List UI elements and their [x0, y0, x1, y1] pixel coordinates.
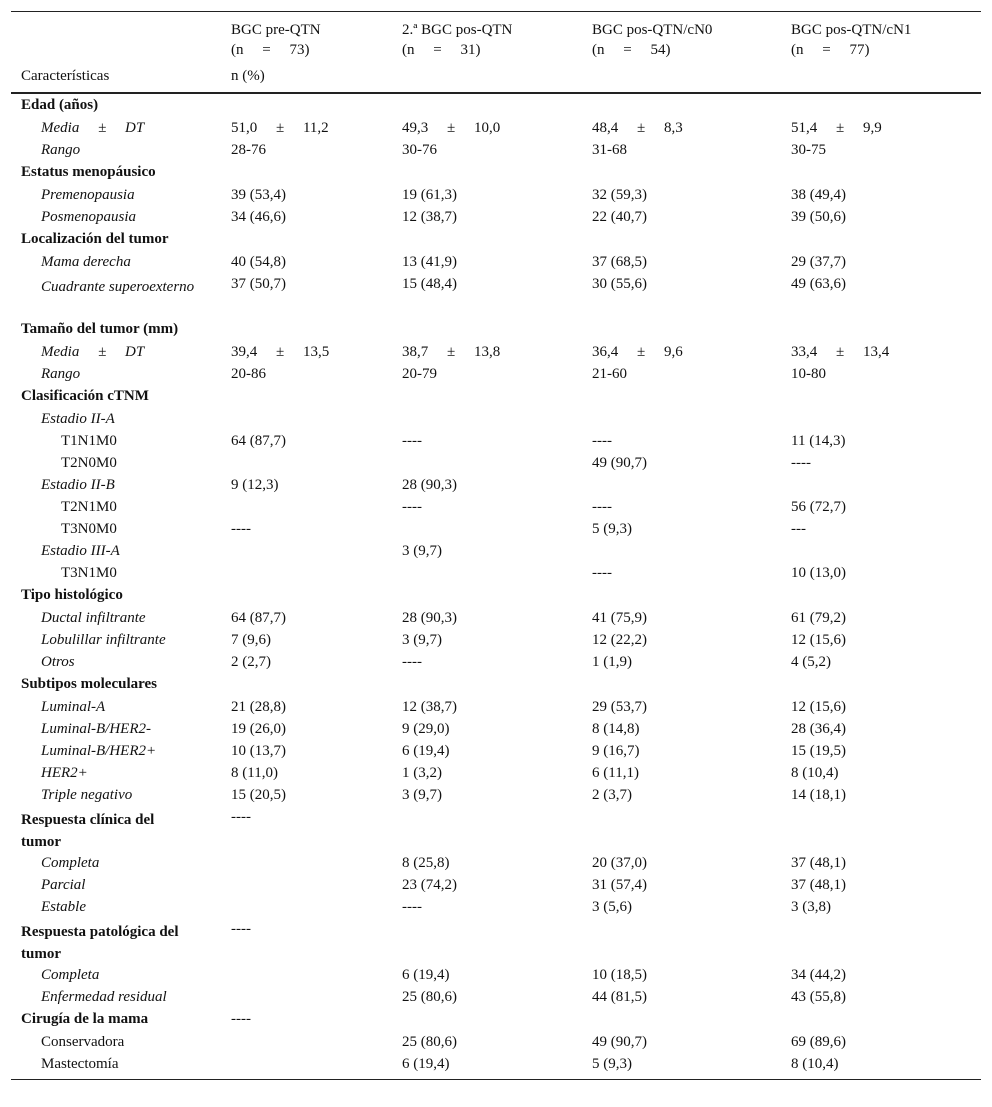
cell-col-2: 25 (80,6): [402, 989, 457, 1005]
table-row: [11, 341, 981, 363]
row-label: Luminal-A: [41, 699, 106, 715]
cell-col-1: 15 (20,5): [231, 787, 286, 803]
cell-col-2: ----: [402, 654, 422, 670]
cell-col-4: 43 (55,8): [791, 989, 846, 1005]
cell-col-2: ----: [402, 433, 422, 449]
table-row: [11, 896, 981, 918]
row-label: Rango: [41, 366, 81, 382]
row-label: T1N1M0: [61, 433, 117, 449]
cell-col-1: 40 (54,8): [231, 254, 286, 270]
cell-col-4: 12 (15,6): [791, 632, 846, 648]
cell-col-2: 3 (9,7): [402, 787, 442, 803]
cell-col-4: 3 (3,8): [791, 899, 831, 915]
cell-col-2: ----: [402, 499, 422, 515]
row-label: Luminal-B/HER2-: [41, 721, 151, 737]
row-label: Media ± DT: [41, 120, 145, 136]
table-row: [11, 874, 981, 896]
cell-col-1: 19 (26,0): [231, 721, 286, 737]
table-row: [11, 363, 981, 385]
cell-col-3: ----: [592, 433, 612, 449]
unit-header: n (%): [231, 68, 265, 84]
row-label: Completa: [41, 967, 100, 983]
cell-col-4: 30-75: [791, 142, 826, 158]
cell-col-1: 39,4 ± 13,5: [231, 344, 330, 360]
table-row: [11, 251, 981, 273]
table-row: [11, 986, 981, 1008]
column-header-3: [592, 20, 712, 60]
row-label: T2N0M0: [61, 455, 117, 471]
table-row: [11, 496, 981, 518]
column-header-1: [231, 20, 321, 60]
cell-col-3: 31 (57,4): [592, 877, 647, 893]
cell-col-2: 25 (80,6): [402, 1034, 457, 1050]
cell-col-4: 51,4 ± 9,9: [791, 120, 882, 136]
cell-col-3: ----: [592, 499, 612, 515]
cell-col-4: 10-80: [791, 366, 826, 382]
table-row: [11, 607, 981, 629]
cell-col-2: 30-76: [402, 142, 437, 158]
row-label: T3N0M0: [61, 521, 117, 537]
section-row: [11, 584, 981, 607]
cell-col-1: 8 (11,0): [231, 765, 278, 781]
table-row: [11, 562, 981, 584]
column-n: (n = 73): [231, 42, 310, 58]
cell-col-3: 5 (9,3): [592, 521, 632, 537]
cell-col-4: 34 (44,2): [791, 967, 846, 983]
cell-col-4: 11 (14,3): [791, 433, 846, 449]
cell-col-4: 69 (89,6): [791, 1034, 846, 1050]
table-row: [11, 273, 981, 318]
table-row: [11, 540, 981, 562]
cell-col-3: 44 (81,5): [592, 989, 647, 1005]
column-n: (n = 31): [402, 42, 481, 58]
cell-col-2: 6 (19,4): [402, 743, 450, 759]
table-body: [11, 94, 981, 1079]
section-row: [11, 228, 981, 251]
row-label: Edad (años): [21, 97, 99, 113]
cell-col-4: 12 (15,6): [791, 699, 846, 715]
table-row: [11, 740, 981, 762]
row-label: Mastectomía: [41, 1056, 119, 1072]
cell-col-1: 7 (9,6): [231, 632, 271, 648]
cell-col-4: ---: [791, 521, 806, 537]
cell-col-2: 9 (29,0): [402, 721, 450, 737]
section-row: [11, 918, 981, 964]
table-row: [11, 474, 981, 496]
row-label: Estatus menopáusico: [21, 164, 156, 180]
cell-col-2: 49,3 ± 10,0: [402, 120, 501, 136]
cell-col-3: 37 (68,5): [592, 254, 647, 270]
table-row: [11, 784, 981, 806]
row-label: Subtipos moleculares: [21, 676, 157, 692]
row-label: Lobulillar infiltrante: [41, 632, 166, 648]
cell-col-2: 20-79: [402, 366, 437, 382]
cell-col-2: 12 (38,7): [402, 699, 457, 715]
table-row: [11, 139, 981, 161]
table-row: [11, 1053, 981, 1079]
row-label: Mama derecha: [41, 254, 131, 270]
cell-col-2: 8 (25,8): [402, 855, 450, 871]
table-row: [11, 762, 981, 784]
column-header-4: [791, 20, 911, 60]
cell-col-3: 20 (37,0): [592, 855, 647, 871]
cell-col-2: ----: [402, 899, 422, 915]
cell-col-3: 29 (53,7): [592, 699, 647, 715]
cell-col-1: 2 (2,7): [231, 654, 271, 670]
cell-col-4: 10 (13,0): [791, 565, 846, 581]
row-label: Media ± DT: [41, 344, 145, 360]
cell-col-1: ----: [231, 521, 251, 537]
row-label: Enfermedad residual: [41, 989, 167, 1005]
cell-col-4: 28 (36,4): [791, 721, 846, 737]
cell-col-3: 3 (5,6): [592, 899, 632, 915]
cell-col-3: 30 (55,6): [592, 276, 647, 292]
row-label: Tipo histológico: [21, 587, 123, 603]
row-label: T2N1M0: [61, 499, 117, 515]
cell-col-3: 10 (18,5): [592, 967, 647, 983]
cell-col-1: 9 (12,3): [231, 477, 279, 493]
section-row: [11, 161, 981, 184]
cell-col-3: 8 (14,8): [592, 721, 640, 737]
cell-col-3: 5 (9,3): [592, 1056, 632, 1072]
table-row: [11, 518, 981, 540]
column-name: BGC pos-QTN/cN1: [791, 22, 912, 38]
cell-col-1: 51,0 ± 11,2: [231, 120, 329, 136]
cell-col-2: 28 (90,3): [402, 477, 457, 493]
cell-col-2: 13 (41,9): [402, 254, 457, 270]
cell-col-4: ----: [791, 455, 811, 471]
cell-col-4: 14 (18,1): [791, 787, 846, 803]
row-label: Rango: [41, 142, 81, 158]
table-row: [11, 452, 981, 474]
cell-col-4: 37 (48,1): [791, 855, 846, 871]
cell-col-3: 22 (40,7): [592, 209, 647, 225]
row-label: Estadio II-B: [41, 477, 115, 493]
cell-col-1: ----: [231, 809, 251, 825]
cell-col-2: 23 (74,2): [402, 877, 457, 893]
row-label: Cirugía de la mama: [21, 1011, 149, 1027]
row-label: HER2+: [41, 765, 88, 781]
row-label: Clasificación cTNM: [21, 388, 149, 404]
cell-col-2: 3 (9,7): [402, 632, 442, 648]
cell-col-4: 39 (50,6): [791, 209, 846, 225]
table-row: [11, 117, 981, 139]
cell-col-4: 8 (10,4): [791, 765, 839, 781]
row-label: Premenopausia: [41, 187, 135, 203]
cell-col-1: 64 (87,7): [231, 433, 286, 449]
cell-col-4: 15 (19,5): [791, 743, 846, 759]
cell-col-1: 21 (28,8): [231, 699, 286, 715]
table-row: [11, 430, 981, 452]
cell-col-4: 37 (48,1): [791, 877, 846, 893]
cell-col-3: 31-68: [592, 142, 627, 158]
cell-col-1: 34 (46,6): [231, 209, 286, 225]
row-label: Ductal infiltrante: [41, 610, 146, 626]
cell-col-4: 8 (10,4): [791, 1056, 839, 1072]
row-label: Estable: [41, 899, 86, 915]
table-row: [11, 852, 981, 874]
row-label: Triple negativo: [41, 787, 133, 803]
row-label: Completa: [41, 855, 100, 871]
cell-col-1: 10 (13,7): [231, 743, 286, 759]
row-label: Conservadora: [41, 1034, 125, 1050]
row-label: Localización del tumor: [21, 231, 169, 247]
row-label: Tamaño del tumor (mm): [21, 321, 179, 337]
cell-col-4: 4 (5,2): [791, 654, 831, 670]
cell-col-3: 32 (59,3): [592, 187, 647, 203]
cell-col-4: 29 (37,7): [791, 254, 846, 270]
cell-col-1: 37 (50,7): [231, 276, 286, 292]
cell-col-2: 19 (61,3): [402, 187, 457, 203]
row-label: Otros: [41, 654, 75, 670]
cell-col-4: 56 (72,7): [791, 499, 846, 515]
cell-col-2: 1 (3,2): [402, 765, 442, 781]
cell-col-2: 15 (48,4): [402, 276, 457, 292]
column-n: (n = 54): [592, 42, 671, 58]
cell-col-1: 39 (53,4): [231, 187, 286, 203]
row-label: Cuadrante superoexterno: [41, 279, 195, 295]
table-row: [11, 408, 981, 430]
row-label-header: Características: [21, 68, 110, 84]
cell-col-3: 41 (75,9): [592, 610, 647, 626]
cell-col-3: 6 (11,1): [592, 765, 639, 781]
cell-col-3: 12 (22,2): [592, 632, 647, 648]
row-label: Estadio II-A: [41, 411, 115, 427]
cell-col-1: ----: [231, 1011, 251, 1027]
cell-col-1: ----: [231, 921, 251, 937]
row-label: Posmenopausia: [41, 209, 136, 225]
cell-col-2: 6 (19,4): [402, 967, 450, 983]
row-label: Estadio III-A: [41, 543, 120, 559]
column-name: 2.ª BGC pos-QTN: [402, 22, 513, 38]
section-row: [11, 1008, 981, 1031]
cell-col-3: 49 (90,7): [592, 455, 647, 471]
section-row: [11, 318, 981, 341]
row-label: T3N1M0: [61, 565, 117, 581]
section-row: [11, 385, 981, 408]
section-row: [11, 94, 981, 117]
cell-col-3: 49 (90,7): [592, 1034, 647, 1050]
cell-col-2: 38,7 ± 13,8: [402, 344, 501, 360]
table-row: [11, 206, 981, 228]
table-row: [11, 718, 981, 740]
cell-col-4: 61 (79,2): [791, 610, 846, 626]
row-label: Respuesta clínica del tumor: [21, 812, 155, 850]
table-header: [11, 12, 981, 94]
cell-col-3: 21-60: [592, 366, 627, 382]
cell-col-2: 6 (19,4): [402, 1056, 450, 1072]
column-name: BGC pos-QTN/cN0: [592, 22, 713, 38]
table-row: [11, 964, 981, 986]
cell-col-1: 64 (87,7): [231, 610, 286, 626]
cell-col-3: 2 (3,7): [592, 787, 632, 803]
row-label: Respuesta patológica del tumor: [21, 924, 179, 962]
cell-col-2: 12 (38,7): [402, 209, 457, 225]
cell-col-1: 28-76: [231, 142, 266, 158]
cell-col-2: 28 (90,3): [402, 610, 457, 626]
cell-col-3: 9 (16,7): [592, 743, 640, 759]
section-row: [11, 673, 981, 696]
column-header-2: [402, 20, 512, 60]
table-row: [11, 651, 981, 673]
column-n: (n = 77): [791, 42, 870, 58]
column-name: BGC pre-QTN: [231, 22, 321, 38]
cell-col-4: 33,4 ± 13,4: [791, 344, 890, 360]
cell-col-3: ----: [592, 565, 612, 581]
cell-col-3: 48,4 ± 8,3: [592, 120, 683, 136]
table-row: [11, 184, 981, 206]
cell-col-4: 38 (49,4): [791, 187, 846, 203]
table-row: [11, 696, 981, 718]
section-row: [11, 806, 981, 852]
cell-col-1: 20-86: [231, 366, 266, 382]
table-row: [11, 629, 981, 651]
cell-col-2: 3 (9,7): [402, 543, 442, 559]
row-label: Luminal-B/HER2+: [41, 743, 157, 759]
cell-col-4: 49 (63,6): [791, 276, 846, 292]
row-label: Parcial: [41, 877, 86, 893]
cell-col-3: 1 (1,9): [592, 654, 632, 670]
characteristics-table: [11, 11, 981, 1080]
table-row: [11, 1031, 981, 1053]
cell-col-3: 36,4 ± 9,6: [592, 344, 683, 360]
